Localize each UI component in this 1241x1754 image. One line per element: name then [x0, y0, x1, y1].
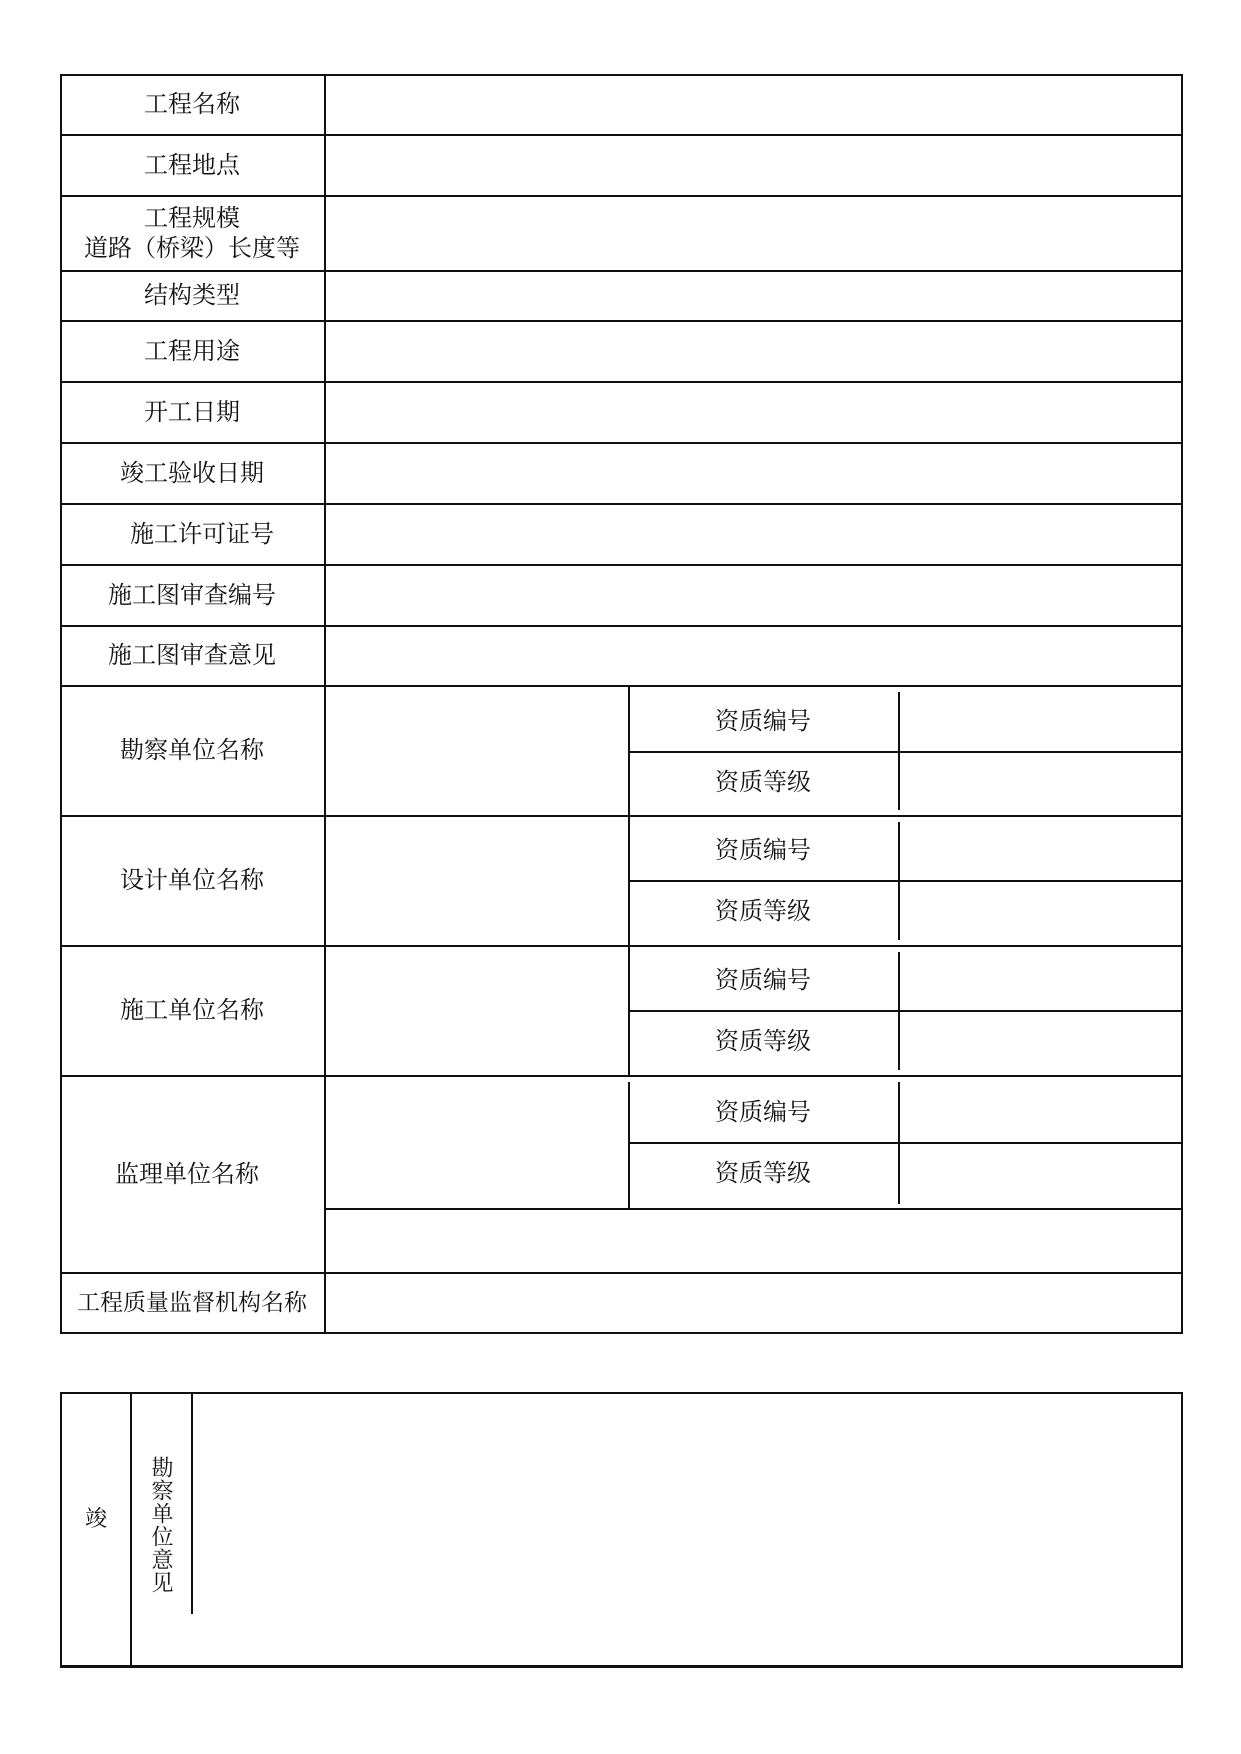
construction-cert-level-label: 资质等级 [715, 1027, 811, 1055]
supervisor-extra-row-divider [324, 1208, 1183, 1210]
cert-value-divider [898, 692, 900, 810]
project-name-label: 工程名称 [144, 90, 240, 118]
supervision-cert-no-label: 资质编号 [715, 1098, 811, 1126]
design-cert-level-label: 资质等级 [715, 897, 811, 925]
construction-cert-no-label: 资质编号 [715, 966, 811, 994]
construction-unit-name-label: 施工单位名称 [120, 996, 264, 1024]
survey-unit-opinion-label: 勘察单位意见 [148, 1456, 173, 1594]
label-column-divider [324, 74, 326, 1334]
start-date-label: 开工日期 [144, 397, 240, 426]
project-use-label: 工程用途 [144, 336, 240, 365]
cert-value-divider [898, 1082, 900, 1204]
survey-cert-level-label: 资质等级 [715, 767, 811, 796]
construction-permit-no-label: 施工许可证号 [130, 519, 274, 548]
project-scale-label-line1: 工程规模 [144, 203, 240, 232]
inner-label-divider [191, 1392, 193, 1614]
drawing-review-opinion-label: 施工图审查意见 [108, 641, 276, 669]
completion-section-label: 竣 [84, 1507, 107, 1532]
design-cert-no-label: 资质编号 [715, 836, 811, 864]
cert-value-divider [898, 822, 900, 940]
structure-type-label: 结构类型 [144, 281, 240, 309]
supervision-unit-name-label: 监理单位名称 [115, 1159, 259, 1188]
survey-cert-no-label: 资质编号 [715, 706, 811, 735]
cert-value-divider [898, 952, 900, 1070]
supervision-cert-level-label: 资质等级 [715, 1159, 811, 1187]
section-label-divider [130, 1392, 132, 1668]
quality-supervision-org-label: 工程质量监督机构名称 [77, 1290, 307, 1316]
survey-unit-name-label: 勘察单位名称 [120, 736, 264, 764]
drawing-review-no-label: 施工图审查编号 [108, 580, 276, 609]
completion-acceptance-date-label: 竣工验收日期 [120, 458, 264, 487]
project-scale-label [60, 195, 324, 270]
project-location-label: 工程地点 [144, 150, 240, 179]
completion-opinion-table [60, 1392, 1183, 1668]
design-unit-name-label: 设计单位名称 [120, 866, 264, 894]
project-scale-label-line2: 道路（桥梁）长度等 [84, 233, 300, 262]
